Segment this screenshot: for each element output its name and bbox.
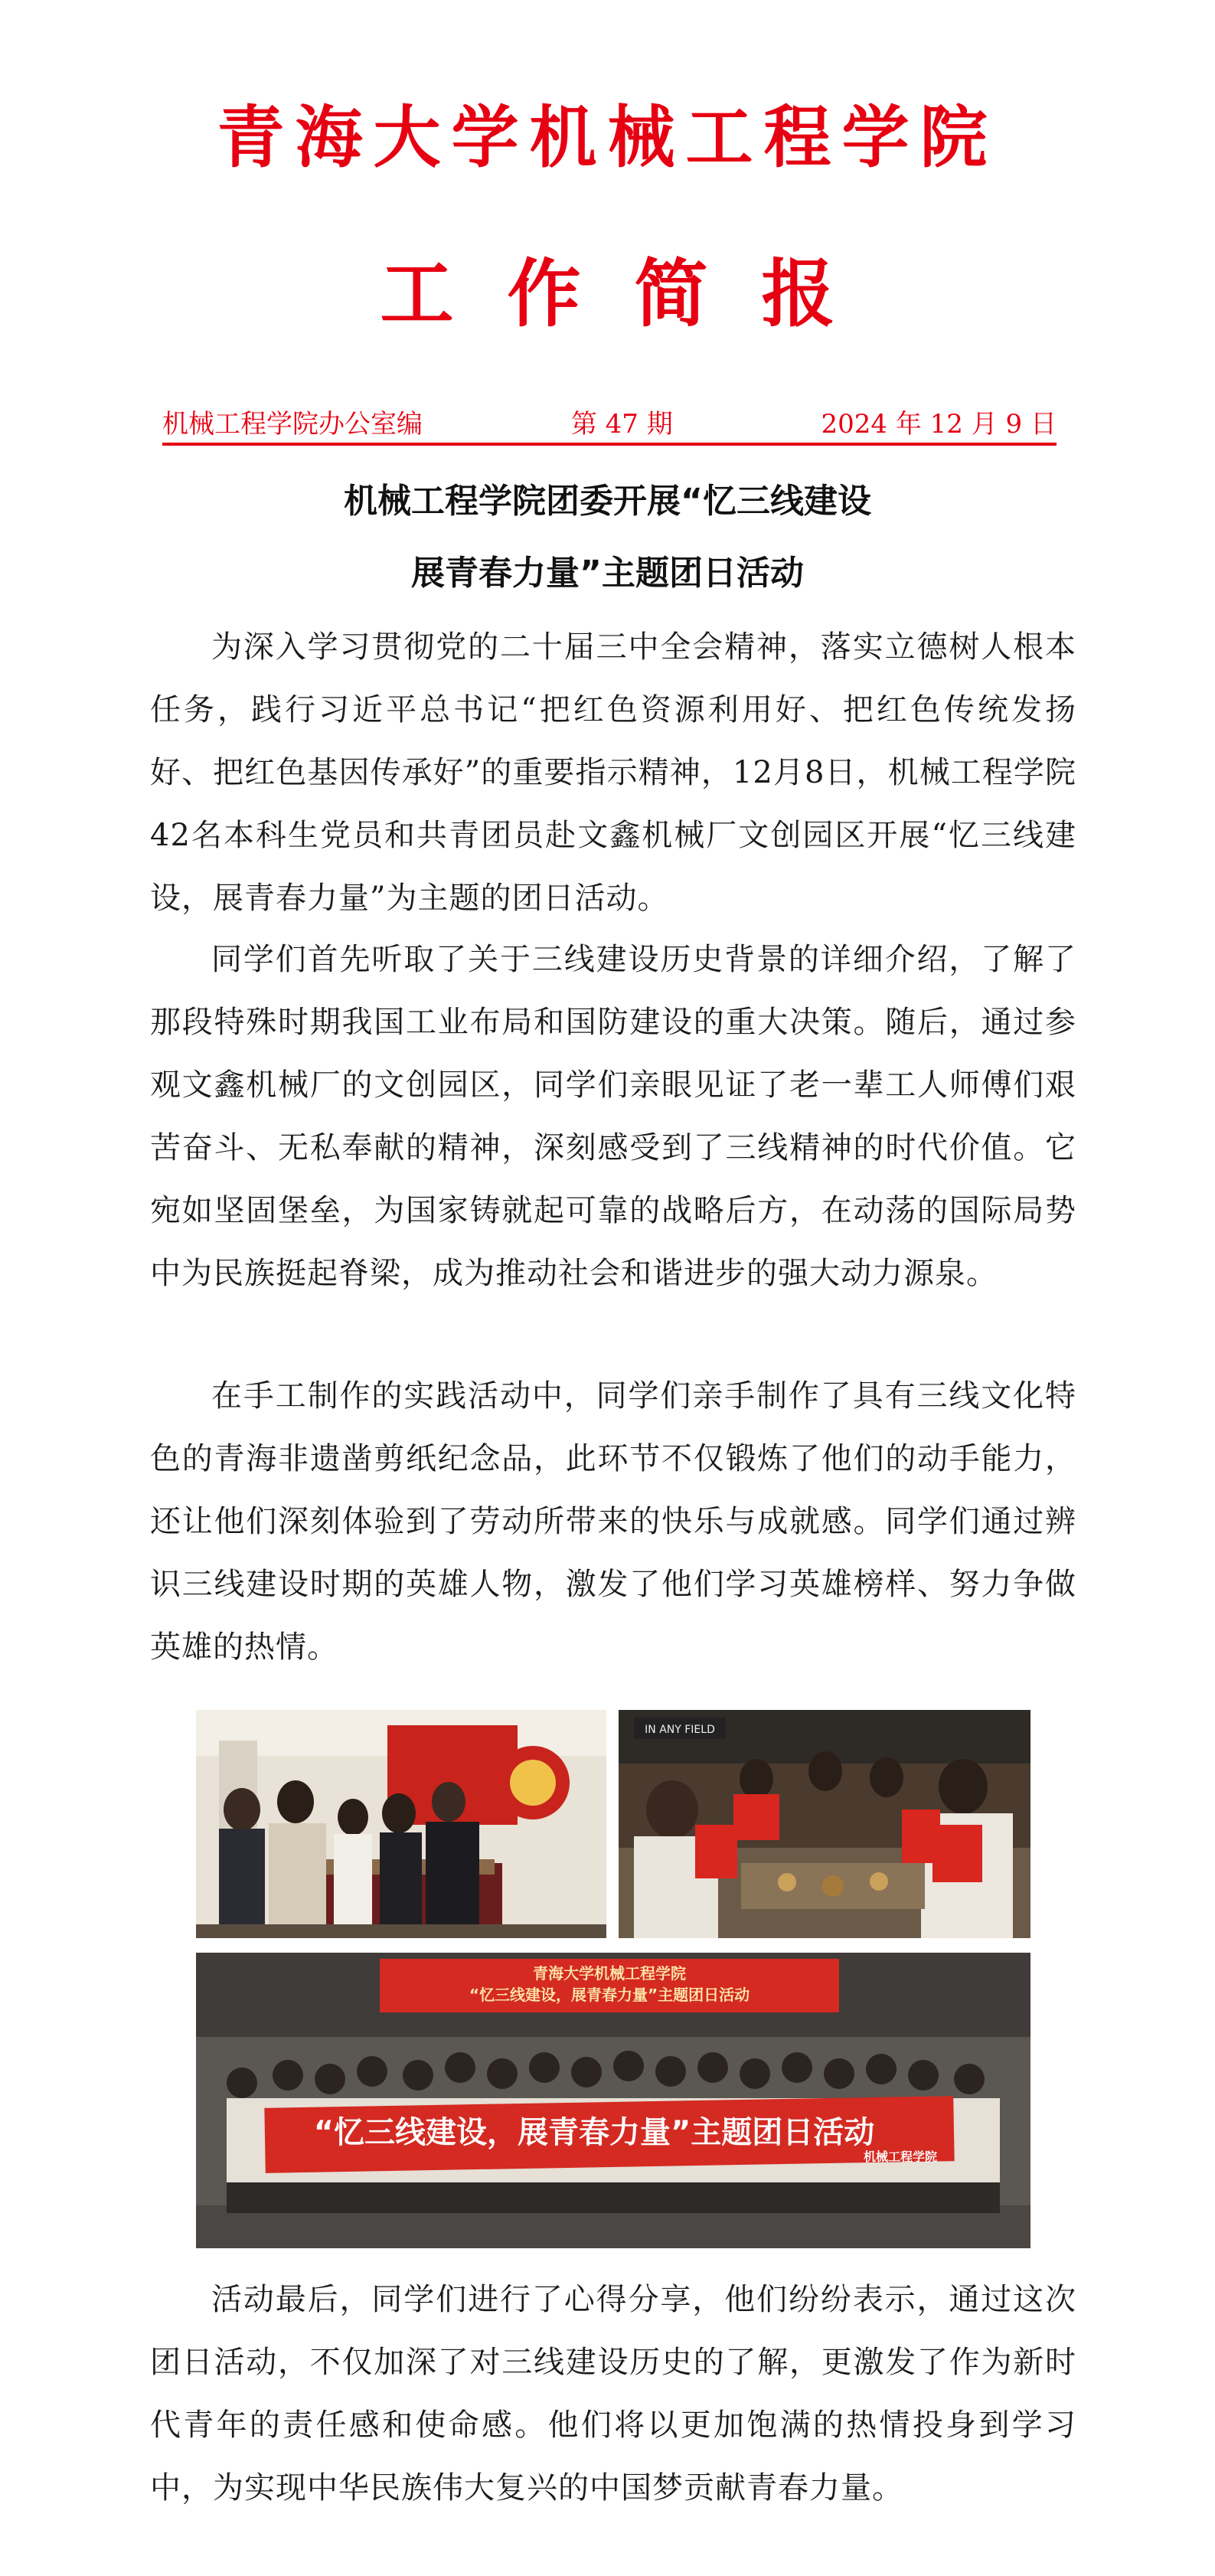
photo-group-banner: [196, 1953, 1030, 2248]
masthead-divider: [162, 443, 1057, 446]
article-headline-line2: 展青春力量”主题团日活动: [411, 554, 804, 593]
issue-number: 第 47 期: [570, 409, 673, 440]
editor-label: 机械工程学院办公室编: [162, 409, 423, 440]
paragraph-3: 在手工制作的实践活动中，同学们亲手制作了具有三线文化特色的青海非遗凿剪纸纪念品，此环节不仅锻炼了他们的动手能力，还让他们深刻体验到了劳动所带来的快乐与成就感。同学们通过辨识三线建设时期的英雄人物，激发了他们学习英雄榜样、努力争做英雄的热情。: [150, 1378, 1076, 1665]
small-banner-line2: “忆三线建设，展青春力量”主题团日活动: [469, 1986, 750, 2004]
main-banner-org: 机械工程学院: [863, 2149, 938, 2164]
masthead-title: 青海大学机械工程学院: [217, 97, 998, 177]
photo-papercut-session: [619, 1710, 1030, 1938]
masthead-subtitle: 工作简报: [380, 250, 889, 337]
small-banner-line1: 青海大学机械工程学院: [533, 1964, 686, 1983]
article-headline-line1: 机械工程学院团委开展“忆三线建设: [344, 482, 871, 521]
issue-meta: [162, 403, 1057, 440]
photo-exhibition-visit: [196, 1710, 606, 1938]
photo-sign-text: IN ANY FIELD: [645, 1724, 715, 1736]
paragraph-2: 同学们首先听取了关于三线建设历史背景的详细介绍，了解了那段特殊时期我国工业布局和国防建设的重大决策。随后，通过参观文鑫机械厂的文创园区，同学们亲眼见证了老一辈工人师傅们艰苦奋斗、无私奉献的精神，深刻感受到了三线精神的时代价值。它宛如坚固堡垒，为国家铸就起可靠的战略后方，在动荡的国际局势中为民族挺起脊梁，成为推动社会和谐进步的强大动力源泉。: [150, 942, 1076, 1291]
issue-date: 2024 年 12 月 9 日: [821, 409, 1057, 440]
paragraph-4: 活动最后，同学们进行了心得分享，他们纷纷表示，通过这次团日活动，不仅加深了对三线建设历史的了解，更激发了作为新时代青年的责任感和使命感。他们将以更加饱满的热情投身到学习中，为实现中华民族伟大复兴的中国梦贡献青春力量。: [150, 2282, 1076, 2506]
main-banner-text: “忆三线建设，展青春力量”主题团日活动: [313, 2115, 875, 2150]
paragraph-1: 为深入学习贯彻党的二十届三中全会精神，落实立德树人根本任务，践行习近平总书记“把红色资源利用好、把红色传统发扬好、把红色基因传承好”的重要指示精神，12月8日，机械工程学院42名本科生党员和共青团员赴文鑫机械厂文创园区开展“忆三线建设，展青春力量”为主题的团日活动。: [150, 629, 1076, 916]
